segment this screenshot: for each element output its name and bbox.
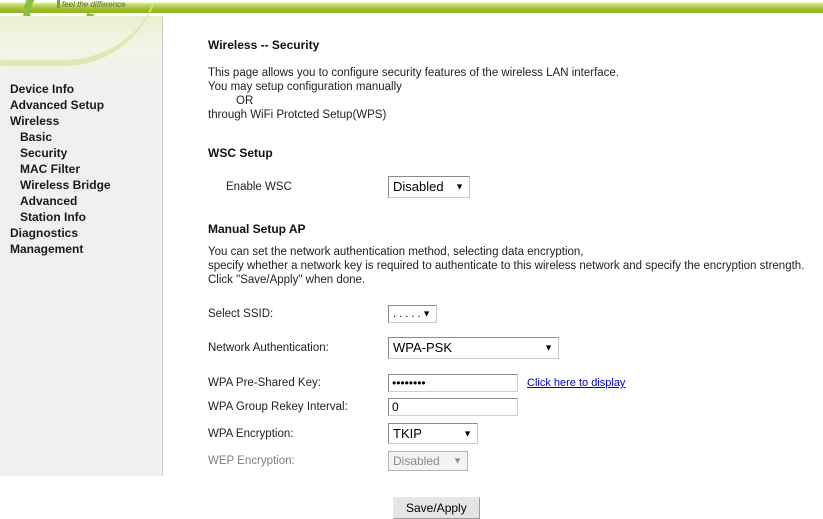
wep-encryption-select[interactable]	[388, 451, 468, 471]
wep-encryption-label: WEP Encryption:	[208, 455, 295, 467]
sidebar-item-basic[interactable]	[0, 129, 162, 145]
intro-line-1: This page allows you to configure security features of the wireless LAN interface.	[208, 67, 620, 79]
wpa-encryption-value: TKIP	[393, 425, 422, 441]
select-ssid-value: . . . . .	[393, 307, 421, 320]
enable-wsc-select[interactable]	[388, 176, 470, 198]
wep-encryption-value: Disabled	[393, 453, 440, 468]
wsc-setup-heading: WSC Setup	[208, 146, 273, 160]
sidebar	[0, 16, 163, 476]
sidebar-swoosh-icon	[0, 0, 160, 66]
wep-encryption-row	[208, 451, 823, 471]
sidebar-item-label: Advanced	[20, 194, 78, 208]
enable-wsc-value: Disabled	[393, 179, 444, 194]
wpa-encryption-row	[208, 423, 823, 444]
network-authentication-select[interactable]	[388, 337, 559, 359]
chevron-down-icon: ▼	[422, 308, 431, 319]
sidebar-menu	[0, 81, 162, 257]
sidebar-item-security[interactable]	[0, 145, 162, 161]
save-apply-button[interactable]: Save/Apply	[393, 497, 480, 519]
sidebar-item-advanced-setup[interactable]	[0, 97, 162, 113]
manual-desc-line-2: specify whether a network key is required to authenticate to this wireless network and specify the encryption strength.	[208, 260, 805, 272]
sidebar-item-label: MAC Filter	[20, 162, 80, 176]
wpa-group-rekey-interval-label: WPA Group Rekey Interval:	[208, 401, 348, 413]
sidebar-item-label: Basic	[20, 130, 53, 144]
enable-wsc-label: Enable WSC	[226, 181, 292, 193]
wpa-encryption-label: WPA Encryption:	[208, 427, 294, 440]
wpa-encryption-select[interactable]	[388, 423, 478, 444]
sidebar-item-label: Wireless	[10, 114, 60, 128]
sidebar-item-label: Device Info	[10, 82, 75, 96]
chevron-down-icon: ▼	[455, 181, 464, 192]
chevron-down-icon: ▼	[544, 342, 553, 353]
chevron-down-icon: ▼	[463, 428, 472, 438]
sidebar-item-station-info[interactable]	[0, 209, 162, 225]
sidebar-item-diagnostics[interactable]	[0, 225, 162, 241]
wpa-preshared-key-label: WPA Pre-Shared Key:	[208, 377, 321, 389]
select-ssid-row	[208, 305, 823, 323]
wpa-group-rekey-interval-input[interactable]: 0	[388, 398, 518, 416]
security-settings-form	[208, 305, 823, 471]
sidebar-item-advanced[interactable]	[0, 193, 162, 209]
sidebar-item-mac-filter[interactable]	[0, 161, 162, 177]
manual-desc-line-1: You can set the network authentication method, selecting data encryption,	[208, 246, 584, 258]
network-authentication-value: WPA-PSK	[393, 340, 452, 355]
main-content	[163, 16, 823, 515]
sidebar-item-wireless-bridge[interactable]	[0, 177, 162, 193]
banner-tagline: feel the difference	[62, 0, 126, 9]
page-title: Wireless -- Security	[208, 38, 320, 52]
manual-setup-ap-heading: Manual Setup AP	[208, 222, 306, 236]
chevron-down-icon: ▼	[453, 455, 462, 466]
select-ssid-label: Select SSID:	[208, 308, 274, 320]
wpa-preshared-key-row	[208, 374, 823, 392]
wpa-preshared-key-input[interactable]: ••••••••	[388, 374, 518, 392]
sidebar-item-label: Advanced Setup	[10, 98, 105, 112]
display-key-link[interactable]: Click here to display	[527, 377, 626, 389]
enable-wsc-row	[208, 176, 823, 198]
sidebar-item-device-info[interactable]	[0, 81, 162, 97]
sidebar-item-label: Security	[20, 146, 68, 160]
sidebar-header-decoration	[0, 16, 162, 78]
network-authentication-row	[208, 337, 823, 359]
select-ssid-select[interactable]	[388, 305, 437, 323]
wpa-group-rekey-interval-row	[208, 398, 823, 416]
save-apply-row	[208, 497, 823, 519]
intro-line-2: You may setup configuration manually	[208, 81, 402, 93]
sidebar-item-label: Wireless Bridge	[20, 178, 111, 192]
intro-line-4: through WiFi Protcted Setup(WPS)	[208, 109, 387, 121]
sidebar-item-label: Station Info	[20, 210, 86, 224]
network-authentication-label: Network Authentication:	[208, 342, 329, 354]
sidebar-item-wireless[interactable]	[0, 113, 162, 129]
sidebar-item-label: Diagnostics	[10, 226, 79, 240]
sidebar-item-label: Management	[10, 242, 84, 256]
intro-line-3: OR	[236, 95, 254, 107]
manual-desc-line-3: Click "Save/Apply" when done.	[208, 274, 366, 286]
sidebar-item-management[interactable]	[0, 241, 162, 257]
